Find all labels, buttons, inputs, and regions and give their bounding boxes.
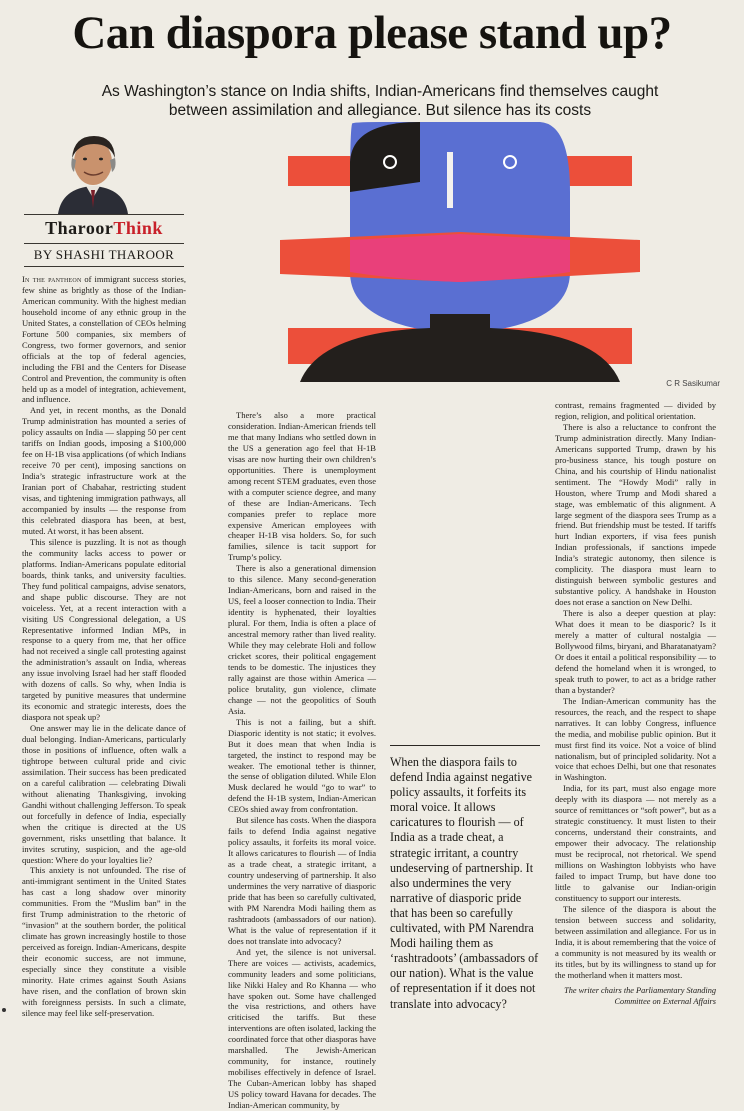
page-mark bbox=[2, 1008, 6, 1012]
paragraph: contrast, remains fragmented — divided by region, religion, and political orientation. bbox=[555, 400, 716, 421]
paragraph: The Indian-American community has the resources, the reach, and the respect to shape narratives. It can lobby Congress, influence the media, and mobilise public opinion. But it must first find its voice. Not a voice of blind nationalism, but of principled solidarity. Not a voice that echoes Delhi, but one that resonates in Washington. bbox=[555, 695, 716, 783]
article-column-3 bbox=[555, 400, 716, 981]
paragraph: There’s also a more practical consideration. Indian-American friends tell me that many Indians who settled down in the US a generation ago feel that H-1B visas are now hurting their own children’s opportunities. There is unemployment among recent STEM graduates, even those with a computer science degree, and many of these are Indian-Americans. Tech companies prefer to replace more expensive American employees with cheaper H-1B visa holders. So, for such families, silence is tacit support for Trump’s policy. bbox=[228, 410, 376, 563]
column-rule-bottom bbox=[24, 266, 184, 267]
author-photo bbox=[48, 128, 138, 214]
paragraph: One answer may lie in the delicate dance of dual belonging. Indian-Americans, particularly those in positions of influence, often walk a tightrope between cultural pride and civic assimilation. Their success has been predicated on a careful calibration — celebrating Diwali without alienating Thanksgiving, invoking Gandhi without challenging Jefferson. To speak out forcefully in defence of India, especially when the critique is directed at the US government, risks unsettling that balance. It invites scrutiny, suspicion, and the age-old question: Where do your loyalties lie? bbox=[22, 723, 186, 865]
byline: BY SHASHI THAROOR bbox=[33, 247, 175, 262]
nose bbox=[447, 152, 453, 208]
paragraph-text: of immigrant success stories, few shine as brightly as those of the Indian-American community. With the highest median household income of any ethnic group in the United States, a constellation of CEOs helming Fortune 500 companies, six members of Congress, two former governors, and senior officials at the top of federal agencies, including the FBI and the Centers for Disease Control and Prevention, the community is often held up as a model of integration, achievement, and influence. bbox=[22, 274, 186, 405]
headline: Can diaspora please stand up? bbox=[72, 7, 672, 59]
column-rule-top bbox=[24, 214, 184, 215]
paragraph: And yet, in recent months, as the Donald Trump administration has mounted a series of policy assaults on India — slapping 50 per cent tariffs on Indian goods, imposing a $100,000 fee on H-1B visa applications (of which Indians receive 70 per cent), imposing sanctions on India’s strategic infrastructure work at the Iranian port of Chabahar, restricting student visas, and tightening immigration pathways, all accompanied by insults — the response from this celebrated diaspora has been, at best, muted. At worst, it has been absent. bbox=[22, 405, 187, 536]
article-column-2 bbox=[228, 410, 376, 1111]
paragraph: There is also a reluctance to confront the Trump administration directly. Many Indian-Americans supported Trump, drawn by his pro-business stance, his tough posture on China, and his courtship of Hindu nationalist sentiment. The “Howdy Modi” rally in Houston, where Trump and Modi shared a stage, was emblematic of this alignment. A large segment of the diaspora sees Trump as a friend. But friendship must be tested. If tariffs hurt Indian exporters, if visa fees punish Indian professionals, if sanctions impede India’s strategic autonomy, then silence is complicity. The diaspora must learn to distinguish between symbolic gestures and substantive policy. A handshake in Houston does not erase a sanction on New Delhi. bbox=[555, 421, 716, 608]
pullquote-rule bbox=[390, 745, 540, 746]
column-name bbox=[20, 218, 188, 239]
paragraph: The silence of the diaspora is about the tension between success and solidarity, between assimilation and allegiance. For us in India, it is about remembering that the voice of a community is not measured by its wealth or its titles, but by its willingness to stand up for the motherland when it matters most. bbox=[555, 903, 716, 980]
paragraph: This silence is puzzling. It is not as though the community lacks access to power or platforms. Indian-Americans populate editorial boards, think tanks, and university faculties. They fund political campaigns, advise senators, and shape public discourse. They are not voiceless. Yet, at a recent interaction with a visiting US Congressional delegation, a US Representative informed Indian MPs, in response to a query from me, that her office had not received a single call protesting against the administration’s assault on India, whereas any issue involving Israel had her staff flooded with dozens of calls. So why, when India is targeted by punitive measures that undermine its economic and strategic interests, does the diaspora not speak up? bbox=[22, 536, 186, 723]
pullquote: When the diaspora fails to defend India against negative policy assaults, it forfeits its moral voice. It allows caricatures to flourish — of India as a trade cheat, a strategic irritant, a country undeserving of partnership. It also undermines the very narrative of diasporic pride that has been so carefully cultivated, with PM Narendra Modi hailing them as ‘rashtradoots’ (ambassadors of our nation). What is the value of representation if it does not translate into advocacy? bbox=[390, 755, 539, 1011]
paragraph: But silence has costs. When the diaspora fails to defend India against negative policy assaults, it forfeits its moral voice. It allows caricatures to flourish — of India as a trade cheat, a strategic irritant, a country undeserving of partnership. It also undermines the very narrative of diasporic pride that has been so carefully cultivated, with PM Narendra Modi hailing them as rashtradoots (ambassadors of our nation). What is the value of representation if it does not translate into advocacy? bbox=[228, 815, 376, 946]
paragraph: And yet, the silence is not universal. There are voices — activists, academics, community leaders and some politicians, like Nikki Haley and Ro Khanna — who have spoken out. Some have challenged the visa restrictions, and others have criticised the tariffs. But these interventions are often isolated, lacking the coordinated force that other diasporas have marshalled. The Jewish-American community, for instance, routinely mobilises effectively in defence of Israel. The Cuban-American lobby has shaped US policy toward Havana for decades. The Indian-American community, by bbox=[228, 946, 376, 1111]
paragraph: There is also a generational dimension to this silence. Many second-generation Indian-Americans, born and raised in the US, feel a looser connection to India. Their identity is hyphenated, their loyalties plural. For them, India is often a place of ancestral memory rather than lived reality. While they may celebrate Holi and follow cricket scores, their political engagement tends to be domestic. The injustices they rally against are those within America — police brutality, gun violence, climate change — not the geopolitics of South Asia. bbox=[228, 563, 376, 716]
paragraph bbox=[22, 274, 186, 405]
standfirst: As Washington’s stance on India shifts, Indian-Americans find themselves caught between assimilation and allegiance. But silence has its costs bbox=[101, 83, 659, 119]
paragraph-lead: In the pantheon bbox=[22, 274, 82, 284]
paragraph: There is also a deeper question at play: What does it mean to be diasporic? Is it merely a matter of cultural nostalgia — Bollywood films, biryani, and Bharatanatyam? Or does it entail a political responsibility — to defend the homeland when it is wronged, to speak truth to power, to act as a bridge rather than a bystander? bbox=[555, 608, 716, 695]
author-footnote: The writer chairs the Parliamentary Standing Committee on External Affairs bbox=[564, 986, 716, 1006]
column-name-part1: Tharoor bbox=[45, 218, 114, 238]
paragraph: India, for its part, must also engage more deeply with its diaspora — not merely as a source of remittances or “soft power”, but as a strategic constituency. It must listen to their concerns, understand their constraints, and empower their advocacy. The relationship must be reciprocal, not rhetorical. We spend millions on Washington lobbyists who have failed to impact Trump, but have done too little to galvanise our Indian-origin constituency to support our interests. bbox=[555, 783, 716, 903]
mouth-band bbox=[350, 234, 570, 282]
illustration-credit: C R Sasikumar bbox=[666, 379, 720, 388]
illustration bbox=[280, 122, 640, 382]
paragraph: This is not a failing, but a shift. Diasporic identity is not static; it evolves. But it does mean that when India is targeted, the instinct to respond may be weaker. The emotional tether is thinner, the sense of obligation diluted. While Elon Musk declared he would “go to war” to defend the H-1B system, Indian-American CEOs shied away from confrontation. bbox=[228, 716, 376, 815]
column-rule-mid bbox=[24, 243, 184, 244]
article-column-1 bbox=[22, 274, 186, 1019]
paragraph: This anxiety is not unfounded. The rise of anti-immigrant sentiment in the United States has cast a long shadow over minority communities. From the “Muslim ban” in the first Trump administration to the rhetoric of “invasion” at the southern border, the political climate has grown increasingly hostile to those perceived as foreign. Indian-Americans, despite their economic success, are not immune, especially since they constitute a visible minority. Hate crimes against South Asians have risen, and the conflation of brown skin with foreignness persists. In such a climate, silence may feel like self-preservation. bbox=[22, 865, 186, 1018]
column-name-part2: Think bbox=[113, 218, 163, 238]
